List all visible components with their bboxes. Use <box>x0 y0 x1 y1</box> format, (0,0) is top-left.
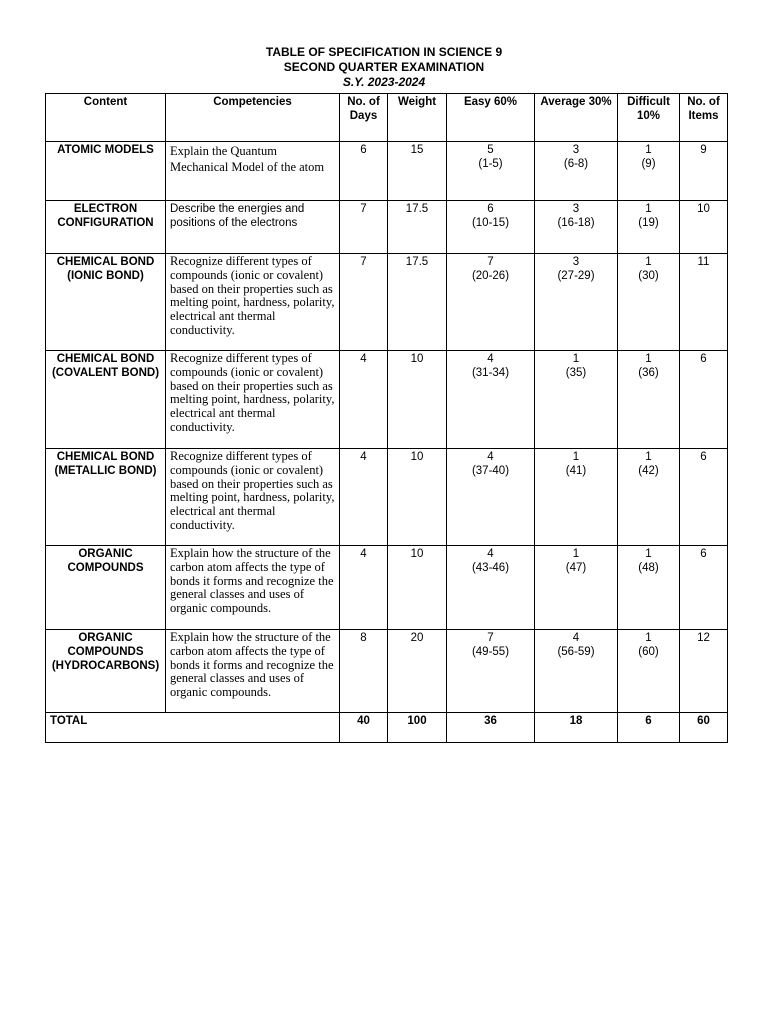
total-easy: 36 <box>447 713 535 743</box>
row-items: 10 <box>680 201 728 254</box>
average-range: (16-18) <box>557 217 595 229</box>
easy-range: (1-5) <box>478 158 503 170</box>
col-header-average: Average 30% <box>535 94 618 142</box>
row-content: CHEMICAL BOND (IONIC BOND) <box>46 254 166 351</box>
row-competency: Explain how the structure of the carbon atom affects the type of bonds it forms and recognize the general classes and uses of organic compounds. <box>166 546 340 630</box>
difficult-count: 1 <box>645 451 652 463</box>
row-items: 6 <box>680 449 728 546</box>
col-header-easy: Easy 60% <box>447 94 535 142</box>
col-header-difficult: Difficult 10% <box>618 94 680 142</box>
difficult-count: 1 <box>645 632 652 644</box>
easy-count: 7 <box>487 632 494 644</box>
average-count: 3 <box>572 203 580 215</box>
total-label: TOTAL <box>46 713 340 743</box>
table-row <box>46 449 728 546</box>
table-row <box>46 201 728 254</box>
document-subtitle: SECOND QUARTER EXAMINATION <box>283 60 485 74</box>
row-average <box>535 254 618 351</box>
average-range: (47) <box>565 562 587 574</box>
average-count: 1 <box>572 353 580 365</box>
average-count: 1 <box>572 548 580 560</box>
row-easy <box>447 142 535 201</box>
header-row <box>46 94 728 142</box>
easy-range: (43-46) <box>471 562 510 574</box>
row-average <box>535 201 618 254</box>
difficult-range: (60) <box>638 646 659 658</box>
easy-range: (20-26) <box>471 270 510 282</box>
row-content: ATOMIC MODELS <box>46 142 166 201</box>
difficult-range: (48) <box>638 562 659 574</box>
row-easy <box>447 254 535 351</box>
table-row <box>46 142 728 201</box>
row-weight: 10 <box>388 546 447 630</box>
row-average <box>535 142 618 201</box>
table-row <box>46 546 728 630</box>
average-range: (56-59) <box>557 646 595 658</box>
row-difficult <box>618 351 680 449</box>
average-range: (35) <box>565 367 587 379</box>
row-days: 7 <box>340 201 388 254</box>
row-average <box>535 630 618 713</box>
difficult-range: (9) <box>641 158 656 170</box>
easy-range: (31-34) <box>471 367 510 379</box>
difficult-count: 1 <box>645 353 652 365</box>
row-items: 6 <box>680 546 728 630</box>
row-easy <box>447 630 535 713</box>
row-competency: Recognize different types of compounds (ionic or covalent) based on their properties such as melting point, hardness, polarity, electrical ant thermal conductivity. <box>166 351 340 449</box>
easy-range: (37-40) <box>471 465 510 477</box>
row-weight: 17.5 <box>388 254 447 351</box>
row-average <box>535 351 618 449</box>
row-items: 11 <box>680 254 728 351</box>
easy-count: 5 <box>487 144 494 156</box>
average-range: (41) <box>565 465 587 477</box>
col-header-items: No. of Items <box>680 94 728 142</box>
row-easy <box>447 449 535 546</box>
row-difficult <box>618 449 680 546</box>
easy-count: 6 <box>487 203 494 215</box>
row-days: 8 <box>340 630 388 713</box>
average-count: 1 <box>572 451 580 463</box>
row-days: 4 <box>340 449 388 546</box>
row-easy <box>447 546 535 630</box>
table-row <box>46 351 728 449</box>
difficult-count: 1 <box>645 548 652 560</box>
col-header-competencies: Competencies <box>166 94 340 142</box>
row-competency: Explain how the structure of the carbon atom affects the type of bonds it forms and recognize the general classes and uses of organic compounds. <box>166 630 340 713</box>
total-difficult: 6 <box>618 713 680 743</box>
school-year: S.Y. 2023-2024 <box>342 75 426 89</box>
row-difficult <box>618 142 680 201</box>
average-count: 3 <box>572 256 580 268</box>
difficult-count: 1 <box>645 144 652 156</box>
row-weight: 10 <box>388 351 447 449</box>
row-difficult <box>618 254 680 351</box>
row-difficult <box>618 201 680 254</box>
average-range: (6-8) <box>563 158 589 170</box>
document-title: TABLE OF SPECIFICATION IN SCIENCE 9 <box>265 45 503 59</box>
easy-range: (49-55) <box>471 646 510 658</box>
row-competency: Describe the energies and positions of the electrons <box>166 201 340 254</box>
row-content: CHEMICAL BOND (METALLIC BOND) <box>46 449 166 546</box>
easy-range: (10-15) <box>471 217 510 229</box>
easy-count: 4 <box>487 451 494 463</box>
row-items: 9 <box>680 142 728 201</box>
row-days: 4 <box>340 546 388 630</box>
row-days: 4 <box>340 351 388 449</box>
difficult-range: (42) <box>638 465 659 477</box>
total-average: 18 <box>535 713 618 743</box>
col-header-content: Content <box>46 94 166 142</box>
row-competency: Recognize different types of compounds (ionic or covalent) based on their properties such as melting point, hardness, polarity, electrical ant thermal conductivity. <box>166 449 340 546</box>
average-count: 3 <box>572 144 580 156</box>
row-competency: Recognize different types of compounds (ionic or covalent) based on their properties such as melting point, hardness, polarity, electrical ant thermal conductivity. <box>166 254 340 351</box>
total-items: 60 <box>680 713 728 743</box>
difficult-count: 1 <box>645 203 652 215</box>
easy-count: 7 <box>487 256 494 268</box>
row-content: ELECTRON CONFIGURATION <box>46 201 166 254</box>
row-weight: 20 <box>388 630 447 713</box>
total-days: 40 <box>340 713 388 743</box>
easy-count: 4 <box>487 353 494 365</box>
difficult-range: (30) <box>638 270 659 282</box>
row-difficult <box>618 546 680 630</box>
table-row <box>46 254 728 351</box>
row-average <box>535 449 618 546</box>
row-days: 7 <box>340 254 388 351</box>
col-header-days: No. of Days <box>340 94 388 142</box>
row-content: CHEMICAL BOND (COVALENT BOND) <box>46 351 166 449</box>
row-weight: 15 <box>388 142 447 201</box>
table-row <box>46 630 728 713</box>
row-easy <box>447 201 535 254</box>
row-easy <box>447 351 535 449</box>
total-weight: 100 <box>388 713 447 743</box>
row-content: ORGANIC COMPOUNDS <box>46 546 166 630</box>
row-weight: 10 <box>388 449 447 546</box>
average-range: (27-29) <box>557 270 595 282</box>
row-days: 6 <box>340 142 388 201</box>
row-average <box>535 546 618 630</box>
easy-count: 4 <box>487 548 494 560</box>
row-competency: Explain the Quantum Mechanical Model of the atom <box>166 142 340 201</box>
col-header-weight: Weight <box>388 94 447 142</box>
specification-table <box>45 93 728 743</box>
row-items: 12 <box>680 630 728 713</box>
total-row <box>46 713 728 743</box>
row-items: 6 <box>680 351 728 449</box>
row-weight: 17.5 <box>388 201 447 254</box>
document-header <box>0 45 768 90</box>
difficult-range: (36) <box>638 367 659 379</box>
average-count: 4 <box>572 632 580 644</box>
row-difficult <box>618 630 680 713</box>
difficult-count: 1 <box>645 256 652 268</box>
difficult-range: (19) <box>638 217 659 229</box>
row-content: ORGANIC COMPOUNDS (HYDROCARBONS) <box>46 630 166 713</box>
